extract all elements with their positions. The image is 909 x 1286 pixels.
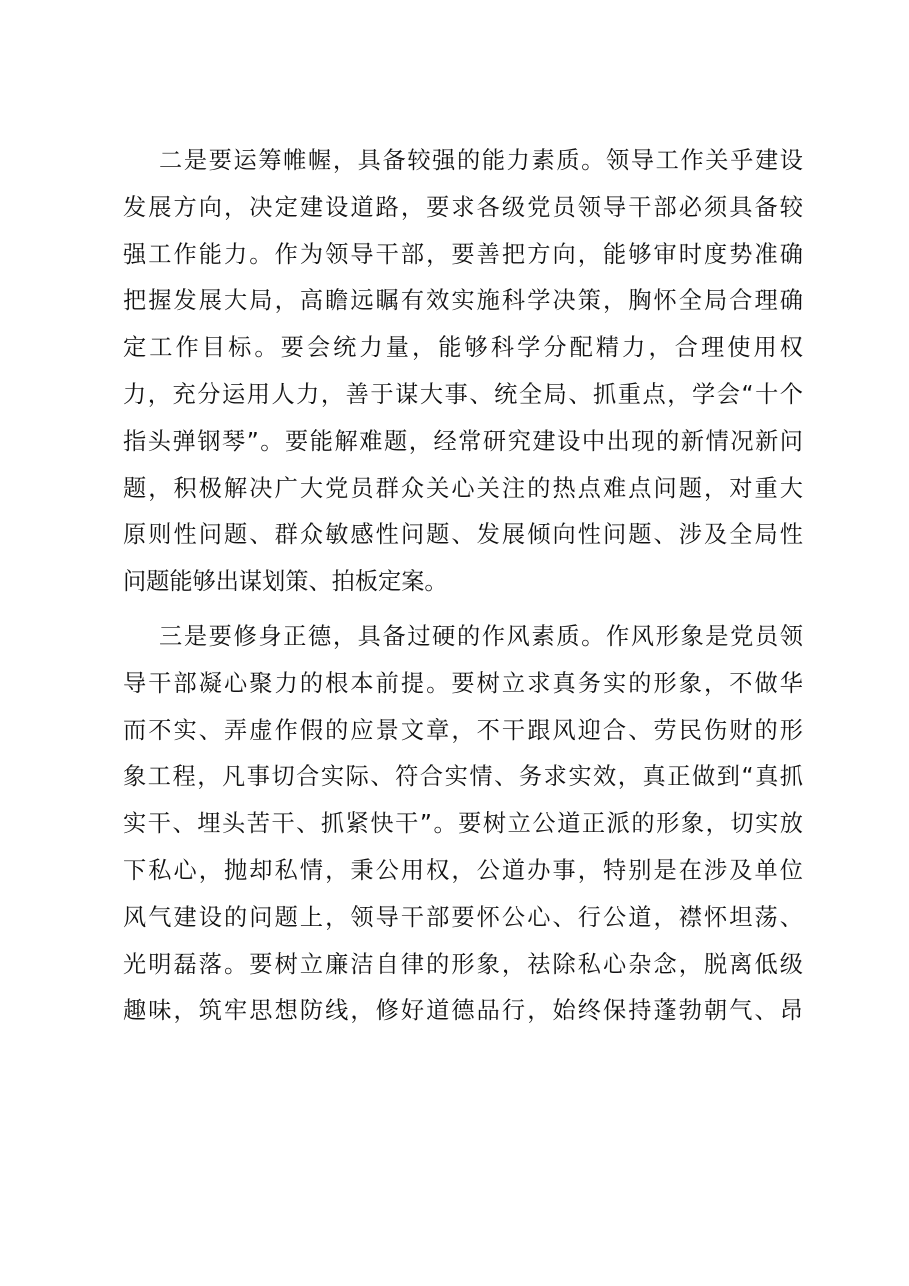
paragraph-ability bbox=[123, 138, 803, 606]
text-line: 三是要修身正德，具备过硬的作风素质。作风形象是党员领 bbox=[159, 622, 803, 650]
text-line: 导干部凝心聚力的根本前提。要树立求真务实的形象，不做华 bbox=[123, 669, 803, 697]
text-line: 指头弹钢琴”。要能解难题，经常研究建设中出现的新情况新问 bbox=[123, 427, 803, 455]
text-line: 强工作能力。作为领导干部，要善把方向，能够审时度势准确 bbox=[123, 240, 803, 268]
text-line: 力，充分运用人力，善于谋大事、统全局、抓重点，学会“十个 bbox=[123, 380, 803, 408]
document-body bbox=[123, 138, 803, 1035]
text-line: 实干、埋头苦干、抓紧快干”。要树立公道正派的形象，切实放 bbox=[123, 810, 803, 838]
text-line: 二是要运筹帷幄，具备较强的能力素质。领导工作关乎建设 bbox=[159, 147, 803, 174]
text-line: 光明磊落。要树立廉洁自律的形象，祛除私心杂念，脱离低级 bbox=[123, 950, 803, 978]
text-line: 风气建设的问题上，领导干部要怀公心、行公道，襟怀坦荡、 bbox=[123, 903, 803, 931]
text-line: 趣味，筑牢思想防线，修好道德品行，始终保持蓬勃朝气、昂 bbox=[123, 997, 803, 1025]
text-line: 象工程，凡事切合实际、符合实情、务求实效，真正做到“真抓 bbox=[123, 763, 803, 791]
paragraph-conduct bbox=[123, 614, 803, 1035]
text-line: 发展方向，决定建设道路，要求各级党员领导干部必须具备较 bbox=[123, 193, 803, 221]
text-line: 而不实、弄虚作假的应景文章，不干跟风迎合、劳民伤财的形 bbox=[123, 716, 803, 744]
text-line: 把握发展大局，高瞻远瞩有效实施科学决策，胸怀全局合理确 bbox=[123, 287, 803, 315]
text-line: 下私心，抛却私情，秉公用权，公道办事，特别是在涉及单位 bbox=[123, 856, 803, 884]
text-line: 问题能够出谋划策、拍板定案。 bbox=[123, 568, 448, 596]
text-line: 原则性问题、群众敏感性问题、发展倾向性问题、涉及全局性 bbox=[123, 521, 803, 549]
text-line: 题，积极解决广大党员群众关心关注的热点难点问题，对重大 bbox=[123, 474, 803, 502]
text-line: 定工作目标。要会统力量，能够科学分配精力，合理使用权 bbox=[123, 334, 803, 362]
